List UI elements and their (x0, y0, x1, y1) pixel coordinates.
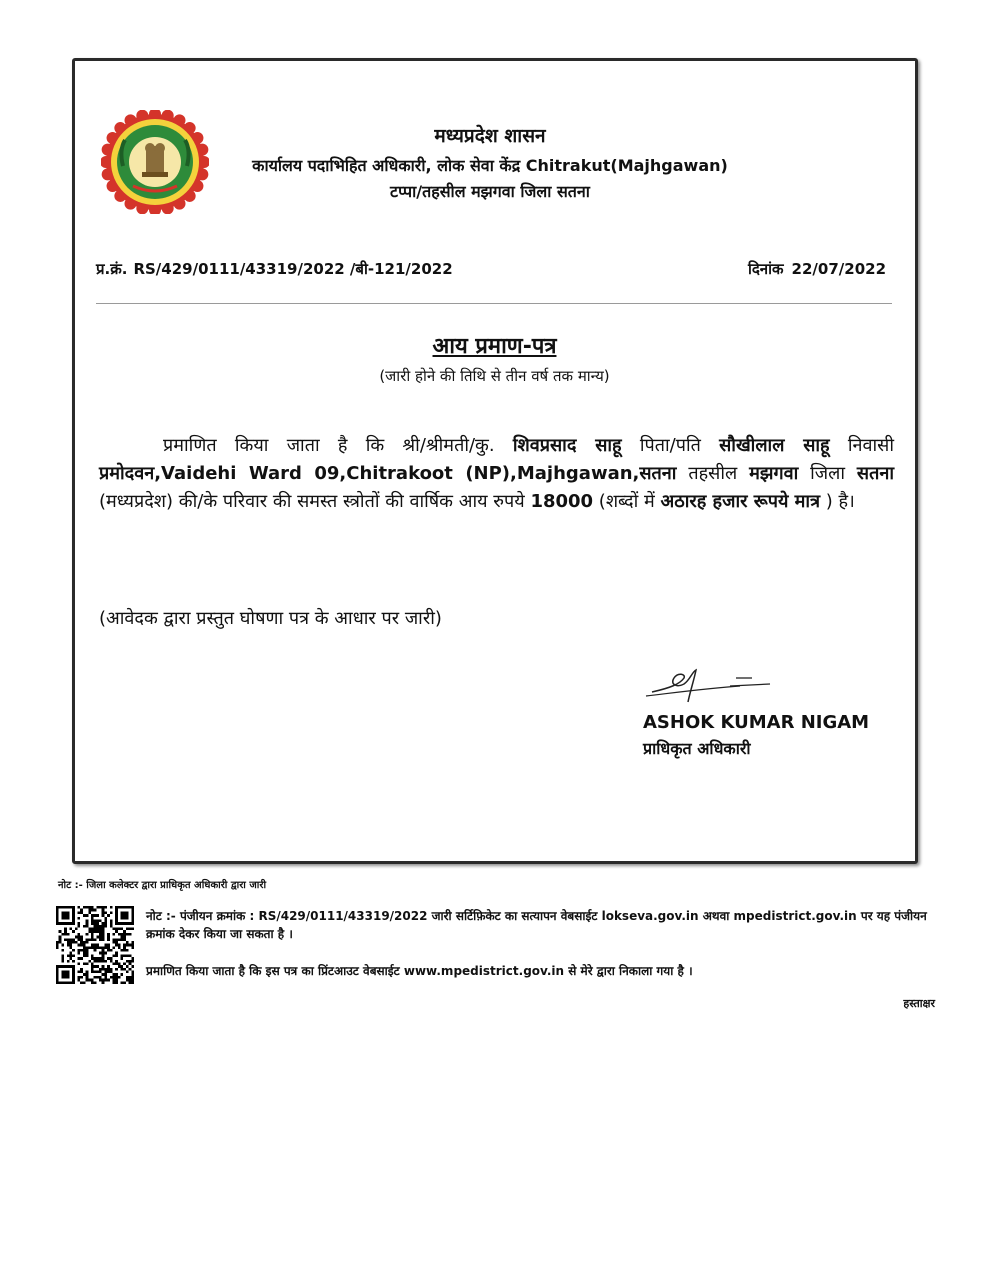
annual-income: 18000 (530, 491, 594, 512)
body-text-4: तहसील (676, 463, 750, 484)
date-label: दिनांक (747, 260, 784, 278)
signature-label: हस्ताक्षर (903, 997, 935, 1010)
reference-number (96, 259, 453, 279)
printout-note: प्रमाणित किया जाता है कि इस पत्र का प्रिंटआउट वेबसाईट www.mpedistrict.gov.in से मेरे द्वारा निकाला गया है । (146, 964, 693, 978)
collector-note: नोट :- जिला कलेक्टर द्वारा प्राधिकृत अधिकारी द्वारा जारी (58, 880, 267, 891)
body-text-7: (शब्दों में (593, 491, 661, 512)
reference-value: RS/429/0111/43319/2022 /बी-121/2022 (133, 260, 453, 278)
validity-note: (जारी होने की तिथि से तीन वर्ष तक मान्य) (379, 367, 610, 385)
district-name: सतना (856, 463, 894, 484)
income-in-words: अठारह हजार रूपये मात्र (660, 491, 821, 512)
reference-label: प्र.क्रं. (96, 260, 128, 278)
body-text-2: पिता/पति (621, 435, 720, 456)
body-text-3: निवासी (829, 435, 894, 456)
qr-code-icon (56, 906, 134, 984)
office-location: टप्पा/तहसील मझगवा जिला सतना (390, 182, 590, 201)
father-name: सौखीलाल साहू (719, 435, 830, 456)
certificate-body (99, 432, 894, 516)
government-name: मध्यप्रदेश शासन (434, 125, 546, 147)
header-divider (96, 303, 892, 304)
body-text-8: ) है। (820, 491, 855, 512)
applicant-address: प्रमोदवन,Vaidehi Ward 09,Chitrakoot (NP),Majhgawan,सतना (99, 463, 677, 484)
applicant-name: शिवप्रसाद साहू (512, 435, 622, 456)
signatory-designation: प्राधिकृत अधिकारी (643, 739, 751, 758)
signatory-name: ASHOK KUMAR NIGAM (643, 712, 870, 733)
office-name: कार्यालय पदाभिहित अधिकारी, लोक सेवा केंद्र Chitrakut(Majhgawan) (252, 156, 728, 175)
date-value: 22/07/2022 (791, 260, 886, 278)
mp-emblem-icon (101, 110, 209, 214)
verification-note: नोट :- पंजीयन क्रमांक : RS/429/0111/43319/2022 जारी सर्टिफ़िकेट का सत्यापन वेबसाईट lokseva.gov.in अथवा mpedistrict.gov.in पर यह पंजीयन क्रमांक देकर किया जा सकता है । (146, 909, 927, 941)
body-text-1: प्रमाणित किया जाता है कि श्री/श्रीमती/कु. (163, 435, 513, 456)
certificate-title-text: आय प्रमाण-पत्र (432, 334, 557, 359)
tehsil-name: मझगवा (749, 463, 799, 484)
body-text-5: जिला (798, 463, 857, 484)
issue-basis-note: (आवेदक द्वारा प्रस्तुत घोषणा पत्र के आधार पर जारी) (99, 608, 442, 629)
certificate-title (0, 330, 989, 360)
signature-image (640, 662, 775, 710)
body-text-6: (मध्यप्रदेश) की/के परिवार की समस्त स्त्रोतों की वार्षिक आय रुपये (99, 491, 531, 512)
issue-date (748, 259, 886, 279)
